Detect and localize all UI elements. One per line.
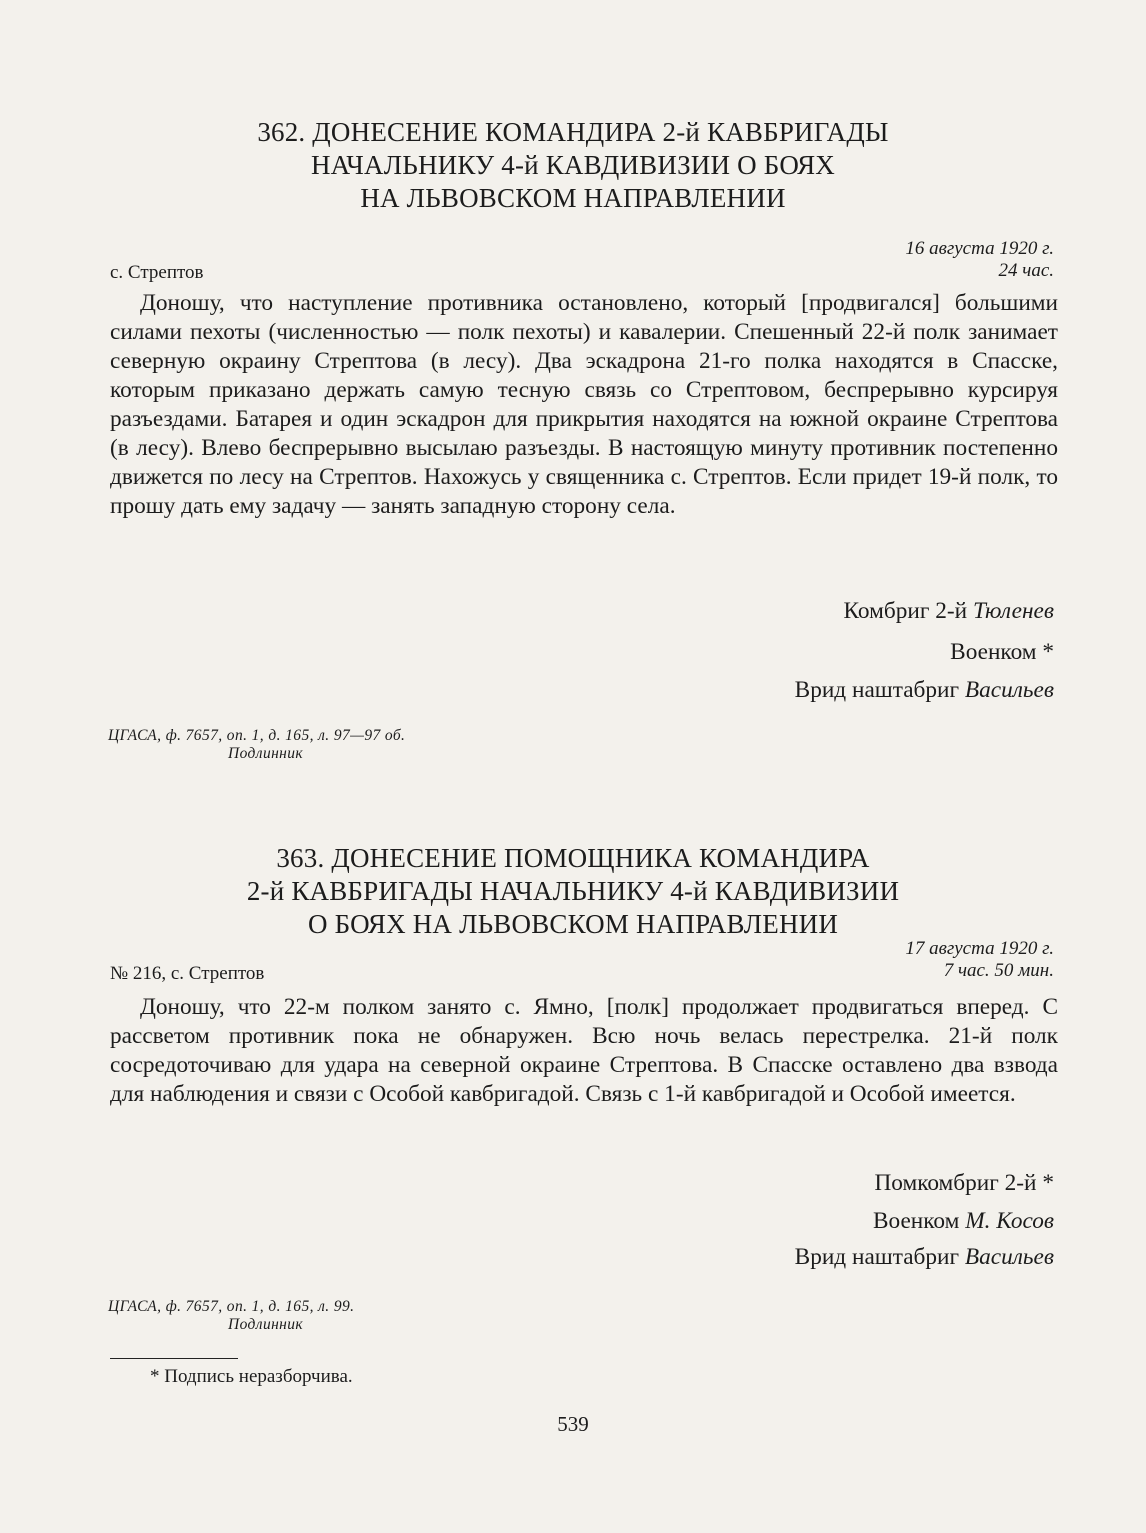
doc363-sig3-name: Васильев [964,1244,1054,1270]
doc362-sig2-role: Военком * [950,639,1054,665]
doc363-sig2-role: Военком [872,1208,960,1234]
doc362-sig1-role: Комбриг 2-й [843,598,968,624]
doc362-title-line: НАЧАЛЬНИКУ 4-й КАВДИВИЗИИ О БОЯХ [310,150,835,180]
doc362-date: 16 августа 1920 г. [905,238,1054,259]
doc362-title [0,116,1146,215]
doc362-archive: ЦГАСА, ф. 7657, оп. 1, д. 165, л. 97—97 об. [108,727,406,744]
doc363-date: 17 августа 1920 г. [905,938,1054,959]
doc363-archive-ref [108,1298,354,1334]
doc363-original: Подлинник [228,1316,304,1333]
doc363-text: Доношу, что 22-м полком занято с. Ямно, [полк] продолжает продвигаться вперед. С рассветом противник пока не обнаружен. Всю ночь велась перестрелка. 21-й полк сосредоточиваю для удара на северной окраине Стрептова. В Спасске оставлено два взвода для наблюдения и связи с Особой кавбригадой. Связь с 1-й кавбригадой и Особой имеется. [110,994,1058,1107]
doc362-place: с. Стрептов [110,262,204,283]
doc363-sig1-role: Помкомбриг 2-й * [874,1170,1054,1196]
doc363-title-line: 363. ДОНЕСЕНИЕ ПОМОЩНИКА КОМАНДИРА [276,843,870,873]
doc363-signature-1 [874,1169,1054,1198]
doc362-archive-ref [108,727,405,763]
doc363-title [0,842,1146,941]
doc362-text: Доношу, что наступление противника остановлено, который [продвигался] большими силами пехоты (численностью — полк пехоты) и кавалерии. Спешенный 22-й полк занимает северную окраину Стрептова (в лесу). Два эскадрона 21-го полка находятся в Спасске, которым приказано держать самую тесную связь со Стрептовом, беспрерывно курсируя разъездами. Батарея и один эскадрон для прикрытия находятся на южной окраине Стрептова (в лесу). Влево беспрерывно высылаю разъезды. В настоящую минуту противник постепенно движется по лесу на Стрептов. Нахожусь у священника с. Стрептов. Если придет 19-й полк, то прошу дать ему задачу — занять западную сторону села. [110,290,1058,519]
doc362-time: 24 час. [998,260,1054,281]
doc362-sig3-name: Васильев [964,677,1054,703]
doc362-sig1-name: Тюленев [972,598,1054,624]
page-number: 539 [557,1412,589,1436]
doc362-title-line: 362. ДОНЕСЕНИЕ КОМАНДИРА 2-й КАВБРИГАДЫ [257,117,889,147]
doc363-place: № 216, с. Стрептов [110,963,265,984]
footnote: * Подпись неразборчива. [150,1366,353,1387]
doc363-dateline [905,938,1054,982]
doc363-archive: ЦГАСА, ф. 7657, оп. 1, д. 165, л. 99. [108,1298,355,1315]
doc363-signature-2 [873,1207,1054,1236]
doc363-sig2-name: М. Косов [965,1208,1054,1234]
footnote-rule [110,1358,238,1359]
doc362-original: Подлинник [228,745,304,762]
doc362-body [110,289,1058,521]
doc363-title-line: 2-й КАВБРИГАДЫ НАЧАЛЬНИКУ 4-й КАВДИВИЗИИ [246,876,900,906]
doc363-title-line: О БОЯХ НА ЛЬВОВСКОМ НАПРАВЛЕНИИ [307,909,839,939]
doc362-title-line: НА ЛЬВОВСКОМ НАПРАВЛЕНИИ [360,183,786,213]
doc362-sig3-role: Врид наштабриг [794,677,960,703]
doc363-sig3-role: Врид наштабриг [794,1244,960,1270]
doc362-signature-2 [950,638,1054,667]
doc362-signature-3 [795,676,1054,705]
doc363-time: 7 час. 50 мин. [943,960,1054,981]
doc363-body [110,993,1058,1109]
doc362-dateline [905,238,1054,282]
doc362-signature-1 [844,597,1054,626]
doc363-signature-3 [795,1243,1054,1272]
